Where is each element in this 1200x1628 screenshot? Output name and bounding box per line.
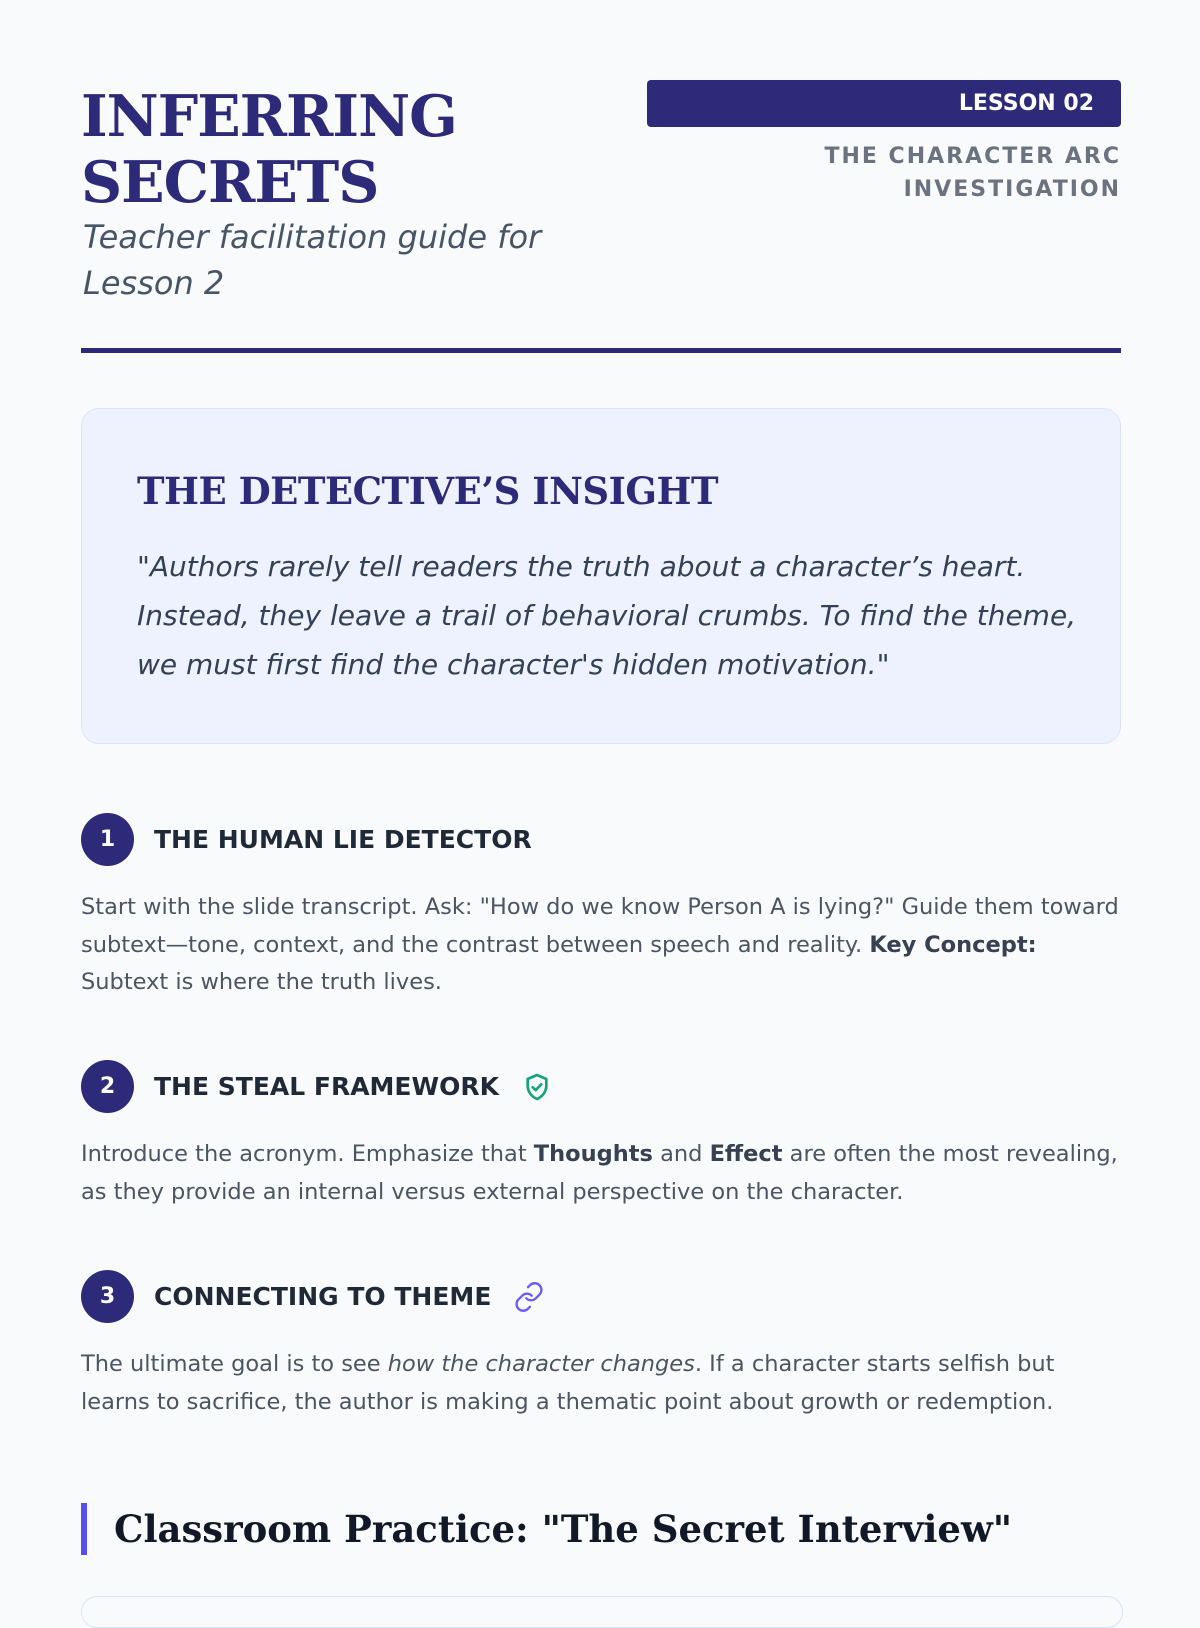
link-icon	[513, 1281, 545, 1313]
step-header	[154, 1060, 553, 1113]
step-body	[81, 1136, 1121, 1211]
step-body	[81, 1346, 1121, 1421]
step-body-text: The ultimate goal is to see	[81, 1351, 388, 1377]
series-line-1: THE CHARACTER ARC	[824, 144, 1121, 169]
step-body-effect: Effect	[709, 1141, 783, 1167]
step-header	[154, 1270, 545, 1323]
step-body-text: Introduce the acronym. Emphasize that	[81, 1141, 534, 1167]
step-body-emphasis: how the character changes	[387, 1351, 695, 1377]
practice-heading: Classroom Practice: "The Secret Interview"	[114, 1507, 1013, 1551]
insight-title: THE DETECTIVE’S INSIGHT	[137, 469, 719, 513]
shield-check-icon	[521, 1071, 553, 1103]
title-line-2: SECRETS	[81, 149, 379, 216]
step-body-text: are often the most revealing, as they provide an internal versus external perspective on the character.	[81, 1141, 1118, 1205]
page-subtitle: Teacher facilitation guide for Lesson 2	[83, 218, 542, 302]
title-line-1: INFERRING	[81, 83, 457, 150]
step-title: THE STEAL FRAMEWORK	[154, 1072, 499, 1101]
insight-box	[81, 408, 1121, 744]
step-number: 1	[81, 813, 134, 866]
page-title	[81, 84, 601, 216]
page-header	[81, 80, 1121, 300]
lesson-badge: LESSON 02	[647, 80, 1121, 127]
insight-quote: "Authors rarely tell readers the truth about a character’s heart. Instead, they leave a trail of behavioral crumbs. To find the theme, we must first find the character's hidden motivation."	[137, 550, 1077, 681]
step-title: CONNECTING TO THEME	[154, 1282, 492, 1311]
practice-card	[81, 1596, 1123, 1628]
step-body-text: and	[652, 1141, 710, 1167]
practice-section-heading	[81, 1503, 1012, 1555]
step-body-text: . If a character starts selfish but learns to sacrifice, the author is making a thematic point about growth or redemption.	[81, 1351, 1055, 1415]
step-body-text: Start with the slide transcript. Ask: "How do we know Person A is lying?" Guide them toward subtext—tone, context, and the contrast between speech and reality.	[81, 894, 1119, 958]
step-header	[154, 813, 532, 866]
step-body-thoughts: Thoughts	[533, 1141, 653, 1167]
series-name	[721, 140, 1121, 206]
step-body	[81, 889, 1121, 1002]
series-line-2: INVESTIGATION	[903, 177, 1121, 202]
header-divider	[81, 348, 1121, 353]
step-number: 2	[81, 1060, 134, 1113]
step-body-end: Subtext is where the truth lives.	[81, 969, 442, 995]
step-body-key-concept: Key Concept:	[869, 931, 1037, 958]
step-title: THE HUMAN LIE DETECTOR	[154, 825, 532, 854]
step-number: 3	[81, 1270, 134, 1323]
